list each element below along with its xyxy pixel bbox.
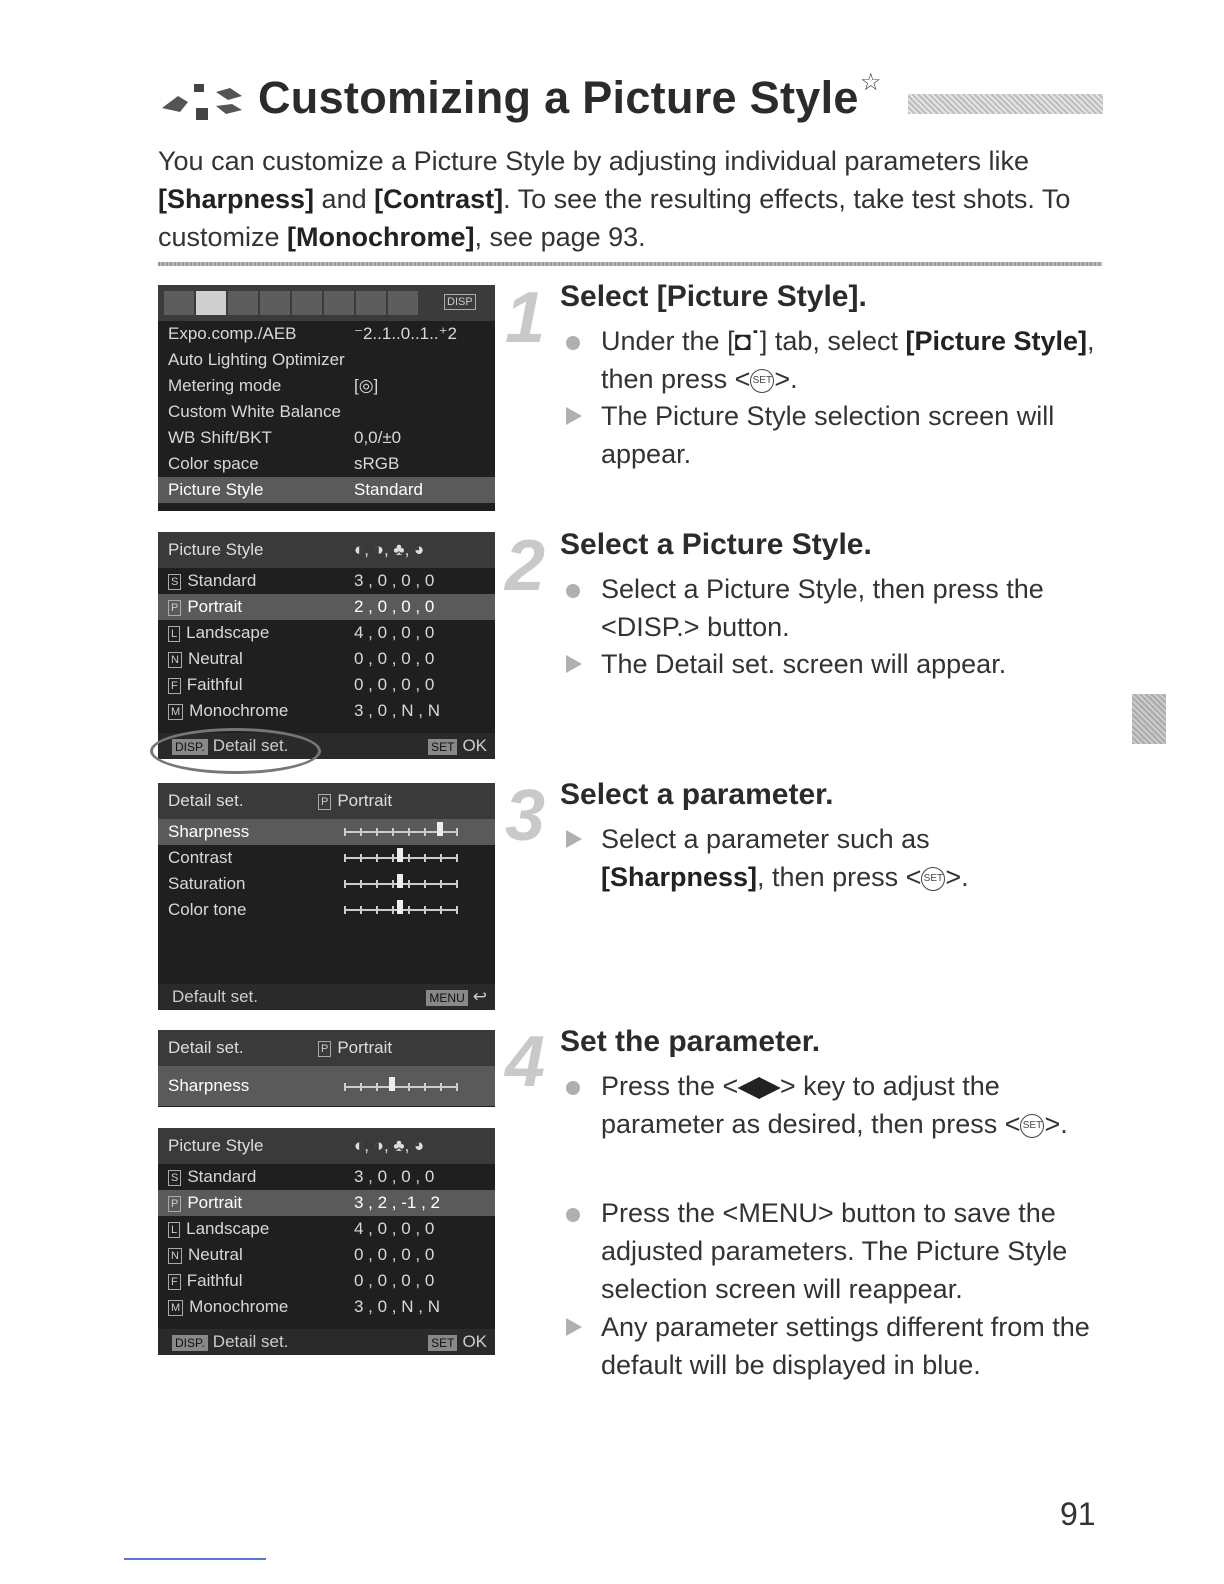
slider-tick: [408, 828, 410, 836]
style-label: Neutral: [187, 649, 243, 668]
slider-tick: [456, 906, 458, 914]
menu-tab: [388, 291, 418, 315]
screen-shooting-menu: [158, 285, 495, 511]
slider-tick: [360, 880, 362, 888]
slider-tick: [344, 906, 346, 914]
text: Press the <: [601, 1071, 739, 1101]
style-value: 4 , 0 , 0 , 0: [354, 1219, 435, 1238]
footer-right-label: OK: [462, 736, 487, 755]
style-value: 0 , 0 , 0 , 0: [354, 1245, 435, 1264]
cross-key-icon: ◀▶: [738, 1071, 780, 1101]
slider-tick: [376, 854, 378, 862]
footer-left-label: Detail set.: [212, 1332, 289, 1351]
footer-right: [426, 984, 487, 1010]
menu-row-value: sRGB: [354, 454, 400, 473]
text: >.: [1044, 1109, 1068, 1139]
footer-right: [428, 733, 487, 759]
style-tag-icon: S: [168, 1170, 181, 1186]
step-title: Select a Picture Style.: [560, 528, 872, 561]
step-number: 4: [505, 1022, 546, 1102]
text: ] tab, select: [759, 326, 906, 356]
style-value: 3 , 0 , 0 , 0: [354, 571, 435, 590]
screen-sharpness-adjust: [158, 1030, 495, 1107]
slider-tick: [456, 880, 458, 888]
disp-button-icon: DISP.: [172, 1335, 208, 1351]
screen-header-label: Detail set.: [168, 1038, 244, 1057]
title-decoration-bar: [908, 94, 1103, 114]
slider-knob: [397, 848, 403, 862]
slider-tick: [440, 880, 442, 888]
screen-footer: [158, 1329, 495, 1355]
text: > key to adjust the parameter as desired, then press <: [601, 1071, 1021, 1139]
footer-right-label: OK: [462, 1332, 487, 1351]
result-arrow-icon: [566, 407, 582, 425]
style-tag-icon: F: [168, 678, 181, 694]
set-button-icon: SET: [428, 1335, 457, 1351]
text: Under the [: [601, 326, 735, 356]
slider-knob: [437, 822, 443, 836]
menu-row: [158, 373, 495, 399]
style-value: 3 , 0 , N , N: [354, 1297, 440, 1316]
slider-tick: [440, 906, 442, 914]
style-row: [158, 1242, 495, 1268]
menu-row: [158, 399, 495, 425]
slider-tick: [440, 1083, 442, 1091]
bold-text: [Sharpness]: [601, 862, 758, 892]
screen-header-value: [318, 783, 392, 819]
set-button-icon: SET: [428, 739, 457, 755]
slider-tick: [392, 828, 394, 836]
style-tag-icon: N: [168, 652, 182, 668]
menu-tab: [260, 291, 290, 315]
menu-row-value: Standard: [354, 480, 423, 499]
parameter-slider: [344, 857, 456, 859]
menu-button-icon: MENU: [426, 990, 467, 1006]
disp-button-icon: DISP.: [172, 739, 208, 755]
parameter-icons: ◐, ◑, ♣, ◕: [354, 1136, 425, 1155]
style-label: Faithful: [186, 675, 243, 694]
style-row-selected: [158, 1190, 495, 1216]
slider-tick: [344, 880, 346, 888]
step-title: Set the parameter.: [560, 1025, 821, 1058]
step-result-text: [601, 820, 1096, 896]
bullet-icon: [566, 1081, 580, 1095]
slider-tick: [408, 880, 410, 888]
parameter-slider: [344, 883, 456, 885]
parameter-label: Sharpness: [168, 822, 250, 841]
style-row: [158, 1216, 495, 1242]
result-arrow-icon: [566, 830, 582, 848]
style-label: Monochrome: [189, 701, 289, 720]
result-arrow-icon: [566, 1318, 582, 1336]
style-tag-icon: F: [168, 1274, 181, 1290]
style-label: Landscape: [186, 1219, 270, 1238]
picture-style-icon: [158, 78, 248, 122]
slider-tick: [408, 854, 410, 862]
style-label: Portrait: [187, 597, 243, 616]
menu-row: [158, 425, 495, 451]
style-label: Monochrome: [189, 1297, 289, 1316]
intro-text: , see page 93.: [474, 222, 646, 252]
slider-tick: [424, 828, 426, 836]
intro-paragraph: [158, 142, 1098, 256]
slider-tick: [440, 854, 442, 862]
slider-tick: [344, 828, 346, 836]
screen-header-label: Picture Style: [168, 540, 264, 559]
style-tag-icon: M: [168, 704, 183, 720]
step-number: 2: [505, 526, 546, 606]
slider-tick: [360, 906, 362, 914]
parameter-label: Saturation: [168, 874, 246, 893]
intro-text: and: [314, 184, 375, 214]
style-row: [158, 620, 495, 646]
step-title: Select [Picture Style].: [560, 280, 867, 313]
parameter-row: [158, 845, 495, 871]
slider-knob: [389, 1077, 395, 1091]
parameter-label: Color tone: [168, 900, 247, 919]
step-number: 1: [505, 278, 546, 358]
highlight-ellipse: [150, 728, 321, 774]
step-title: Select a parameter.: [560, 778, 834, 811]
page-number: 91: [1060, 1496, 1096, 1532]
intro-bold-sharpness: [Sharpness]: [158, 184, 315, 214]
style-label: Standard: [187, 571, 257, 590]
parameter-row: [158, 897, 495, 923]
disp-badge: DISP: [444, 294, 476, 310]
bold-text: [Picture Style]: [905, 326, 1088, 356]
bullet-icon: [566, 1208, 580, 1222]
parameter-slider: [344, 909, 456, 911]
menu-row-label: Picture Style: [168, 480, 264, 499]
slider-tick: [344, 1083, 346, 1091]
slider-tick: [408, 1083, 410, 1091]
text: Select a parameter such as: [601, 824, 930, 854]
style-row: [158, 1294, 495, 1320]
style-tag-icon: P: [168, 600, 181, 616]
style-tag-icon: S: [168, 574, 181, 590]
footer-left-label: Detail set.: [212, 736, 289, 755]
style-label: Neutral: [187, 1245, 243, 1264]
slider-tick: [424, 880, 426, 888]
style-name: Portrait: [337, 791, 393, 810]
slider-tick: [360, 1083, 362, 1091]
style-value: 3 , 2 , -1 , 2: [354, 1193, 440, 1212]
menu-row-label: Metering mode: [168, 376, 282, 395]
menu-tab: [324, 291, 354, 315]
slider-tick: [424, 1083, 426, 1091]
parameter-label: Contrast: [168, 848, 233, 867]
parameter-slider: [344, 831, 456, 833]
style-tag-icon: M: [168, 1300, 183, 1316]
parameter-label: Sharpness: [168, 1076, 250, 1095]
screen-detail-set: [158, 783, 495, 1010]
slider-tick: [392, 906, 394, 914]
slider-tick: [376, 906, 378, 914]
menu-row: [158, 347, 495, 373]
star-icon: ☆: [860, 69, 882, 96]
slider-tick: [376, 1083, 378, 1091]
screen-header-value: [318, 1030, 392, 1066]
slider-tick: [344, 854, 346, 862]
result-arrow-icon: [566, 655, 582, 673]
set-button-icon: SET: [750, 369, 774, 393]
slider-tick: [456, 854, 458, 862]
screen-picture-style-list: [158, 532, 495, 759]
text: , then press <: [601, 326, 1095, 394]
step-bullet-text: Press the <MENU> button to save the adjusted parameters. The Picture Style selection screen will reappear.: [601, 1198, 1068, 1304]
menu-row-label: Auto Lighting Optimizer: [168, 350, 345, 369]
screen-header-label: Picture Style: [168, 1136, 264, 1155]
style-row: [158, 698, 495, 724]
menu-tab: [164, 291, 194, 315]
step-result-text: The Detail set. screen will appear.: [601, 649, 1007, 679]
style-tag-icon: P: [318, 1041, 331, 1057]
footer-left: [172, 1329, 288, 1355]
footer-left-label: Default set.: [172, 987, 258, 1006]
style-row: [158, 646, 495, 672]
style-label: Standard: [187, 1167, 257, 1186]
menu-tab-bar: [158, 285, 495, 321]
bullet-icon: [566, 584, 580, 598]
slider-tick: [424, 906, 426, 914]
page-title: Customizing a Picture Style: [258, 72, 859, 123]
screen-header: [158, 532, 495, 568]
menu-row-value: ⁻2..1..0..1..⁺2: [354, 324, 458, 343]
menu-tab: [356, 291, 386, 315]
intro-bold-contrast: [Contrast]: [374, 184, 504, 214]
step-number: 3: [505, 776, 546, 856]
return-icon: ↩: [472, 987, 487, 1006]
style-value: 0 , 0 , 0 , 0: [354, 675, 435, 694]
style-row: [158, 1164, 495, 1190]
style-row: [158, 672, 495, 698]
menu-row-label: Color space: [168, 454, 259, 473]
parameter-row-selected: [158, 1066, 495, 1106]
style-value: 0 , 0 , 0 , 0: [354, 1271, 435, 1290]
text: , then press <: [757, 862, 922, 892]
slider-tick: [456, 828, 458, 836]
menu-row-value: 0,0/±0: [354, 428, 402, 447]
screen-picture-style-list-updated: [158, 1128, 495, 1355]
divider: [158, 262, 1102, 266]
intro-bold-monochrome: [Monochrome]: [287, 222, 475, 252]
step-bullet-text: Select a Picture Style, then press the <DISP.> button.: [601, 574, 1044, 642]
screen-header: [158, 1030, 495, 1066]
slider-tick: [456, 1083, 458, 1091]
screen-header: [158, 1128, 495, 1164]
page-title-row: [158, 70, 1103, 130]
parameter-row: [158, 871, 495, 897]
screen-header: [158, 783, 495, 819]
menu-row-value: [◎]: [354, 376, 379, 395]
style-label: Faithful: [186, 1271, 243, 1290]
style-value: 0 , 0 , 0 , 0: [354, 649, 435, 668]
screen-header-label: Detail set.: [168, 791, 244, 810]
menu-row-label: Expo.comp./AEB: [168, 324, 297, 343]
intro-text: . To see the resulting effects, take test shots. To customize: [158, 184, 1071, 252]
style-tag-icon: L: [168, 1222, 180, 1238]
style-row: [158, 568, 495, 594]
style-row-selected: [158, 594, 495, 620]
set-button-icon: SET: [921, 867, 945, 891]
slider-tick: [408, 906, 410, 914]
text: >.: [945, 862, 969, 892]
style-name: Portrait: [337, 1038, 393, 1057]
slider-tick: [376, 880, 378, 888]
slider-tick: [392, 880, 394, 888]
style-tag-icon: N: [168, 1248, 182, 1264]
menu-tab-selected: [196, 291, 226, 315]
slider-knob: [397, 900, 403, 914]
slider-tick: [376, 828, 378, 836]
slider-tick: [424, 854, 426, 862]
style-value: 3 , 0 , N , N: [354, 701, 440, 720]
footer-line: [124, 1558, 266, 1560]
menu-row: [158, 451, 495, 477]
style-label: Landscape: [186, 623, 270, 642]
menu-row-label: WB Shift/BKT: [168, 428, 272, 447]
style-tag-icon: L: [168, 626, 180, 642]
shooting-tab-icon: ◘˙: [734, 326, 760, 356]
text: >.: [774, 364, 798, 394]
style-tag-icon: P: [168, 1196, 181, 1212]
style-row: [158, 1268, 495, 1294]
screen-footer: [158, 984, 495, 1010]
style-value: 3 , 0 , 0 , 0: [354, 1167, 435, 1186]
step-result-text: The Picture Style selection screen will appear.: [601, 401, 1055, 469]
menu-row-picture-style: [158, 477, 495, 503]
step-bullet-text: [601, 322, 1096, 398]
menu-row-label: Custom White Balance: [168, 402, 341, 421]
style-value: 4 , 0 , 0 , 0: [354, 623, 435, 642]
menu-row: [158, 321, 495, 347]
menu-tab: [292, 291, 322, 315]
style-value: 2 , 0 , 0 , 0: [354, 597, 435, 616]
slider-tick: [360, 854, 362, 862]
footer-right: [428, 1329, 487, 1355]
intro-text: You can customize a Picture Style by adjusting individual parameters like: [158, 146, 1029, 176]
slider-tick: [392, 854, 394, 862]
style-label: Portrait: [187, 1193, 243, 1212]
parameter-row-selected: [158, 819, 495, 845]
parameter-icons: ◐, ◑, ♣, ◕: [354, 540, 425, 559]
chapter-tab-marker: [1132, 694, 1166, 744]
menu-tab: [228, 291, 258, 315]
parameter-slider: [344, 1086, 456, 1088]
bullet-icon: [566, 336, 580, 350]
set-button-icon: SET: [1020, 1114, 1044, 1138]
step-bullet-text: [601, 1067, 1096, 1143]
slider-tick: [360, 828, 362, 836]
slider-knob: [397, 874, 403, 888]
step-result-text: Any parameter settings different from the default will be displayed in blue.: [601, 1312, 1090, 1380]
style-tag-icon: P: [318, 794, 331, 810]
